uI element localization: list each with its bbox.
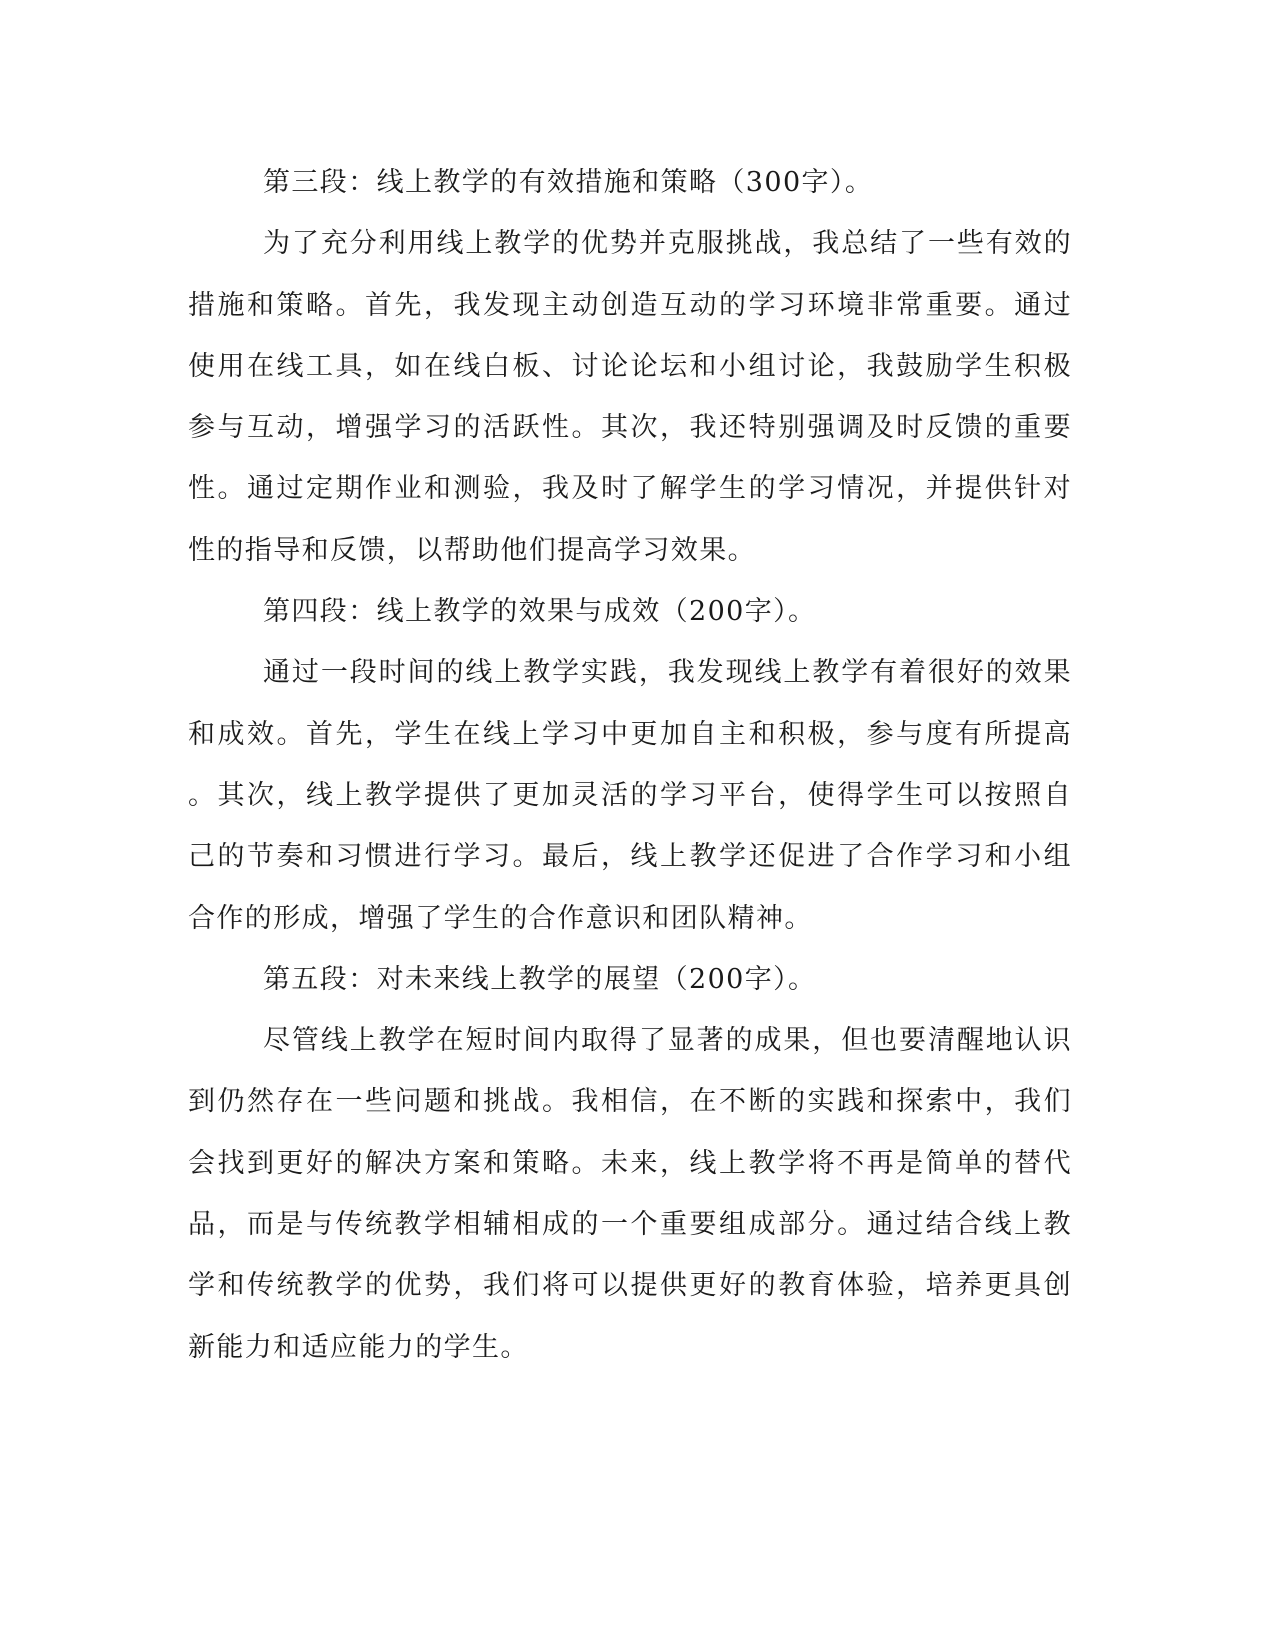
- paragraph-line: 品，而是与传统教学相辅相成的一个重要组成部分。通过结合线上教: [188, 1209, 1072, 1241]
- paragraph-line: 尽管线上教学在短时间内取得了显著的成果，但也要清醒地认识: [263, 1025, 1072, 1057]
- paragraph-line: 措施和策略。首先，我发现主动创造互动的学习环境非常重要。通过: [188, 289, 1072, 321]
- section-5-heading: 第五段：对未来线上教学的展望（200字）。: [263, 963, 817, 995]
- paragraph-line: 通过一段时间的线上教学实践，我发现线上教学有着很好的效果: [263, 657, 1072, 689]
- paragraph-line: 性的指导和反馈，以帮助他们提高学习效果。: [188, 534, 756, 566]
- paragraph-line: 新能力和适应能力的学生。: [188, 1331, 529, 1363]
- paragraph-line: 己的节奏和习惯进行学习。最后，线上教学还促进了合作学习和小组: [188, 841, 1072, 873]
- paragraph-line: 。其次，线上教学提供了更加灵活的学习平台，使得学生可以按照自: [188, 779, 1072, 811]
- paragraph-line: 使用在线工具，如在线白板、讨论论坛和小组讨论，我鼓励学生积极: [188, 350, 1072, 382]
- section-3-heading: 第三段：线上教学的有效措施和策略（300字）。: [263, 167, 874, 198]
- paragraph-line: 参与互动，增强学习的活跃性。其次，我还特别强调及时反馈的重要: [188, 412, 1072, 444]
- paragraph-line: 会找到更好的解决方案和策略。未来，线上教学将不再是简单的替代: [188, 1147, 1072, 1179]
- paragraph-line: 性。通过定期作业和测验，我及时了解学生的学习情况，并提供针对: [188, 473, 1072, 505]
- section-4-heading: 第四段：线上教学的效果与成效（200字）。: [263, 596, 817, 628]
- paragraph-line: 为了充分利用线上教学的优势并克服挑战，我总结了一些有效的: [263, 228, 1072, 260]
- paragraph-line: 到仍然存在一些问题和挑战。我相信，在不断的实践和探索中，我们: [188, 1086, 1072, 1118]
- paragraph-line: 合作的形成，增强了学生的合作意识和团队精神。: [188, 902, 813, 934]
- document-body: [188, 152, 1072, 1378]
- paragraph-line: 和成效。首先，学生在线上学习中更加自主和积极，参与度有所提高: [188, 718, 1072, 750]
- paragraph-line: 学和传统教学的优势，我们将可以提供更好的教育体验，培养更具创: [188, 1270, 1072, 1302]
